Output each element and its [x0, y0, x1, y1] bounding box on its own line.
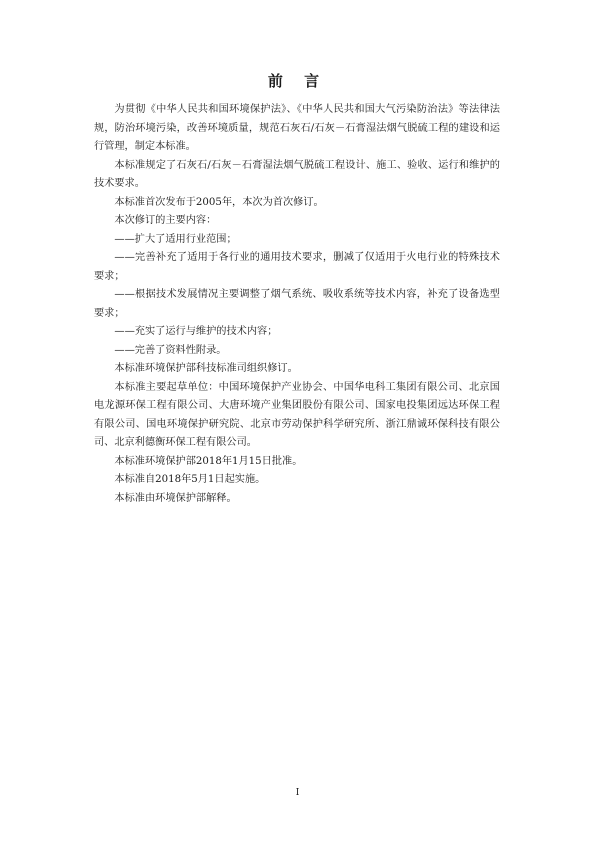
revision-item: ——根据技术发展情况主要调整了烟气系统、吸收系统等技术内容，补充了设备选型要求；	[94, 289, 500, 319]
revision-item: ——完善了资料性附录。	[114, 344, 227, 356]
paragraph-interpretation: 本标准由环境保护部解释。	[114, 492, 237, 504]
revision-item: ——扩大了适用行业范围；	[114, 233, 237, 245]
paragraph-organizer: 本标准环境保护部科技标准司组织修订。	[114, 363, 298, 374]
paragraph-revision-intro: 本次修订的主要内容：	[114, 215, 217, 226]
paragraph-scope: 本标准规定了石灰石/石灰－石膏湿法烟气脱硫工程设计、施工、验收、运行和维护的技术要求。	[94, 159, 500, 189]
paragraph-effective-date: 本标准自2018年5月1日起实施。	[114, 474, 266, 485]
page-title: 前 言	[267, 72, 328, 90]
revision-item: ——完善补充了适用于各行业的通用技术要求，删减了仅适用于火电行业的特殊技术要求；	[94, 252, 500, 282]
paragraph-drafting-units: 本标准主要起草单位：中国环境保护产业协会、中国华电科工集团有限公司、北京国电龙源环保工程有限公司、大唐环境产业集团股份有限公司、国家电投集团远达环保工程有限公司、国电环境保护研究院、北京市劳动保护科学研究所、浙江鼎诚环保科技有限公司、北京利德衡环保工程有限公司。	[94, 381, 500, 448]
foreword-body	[94, 101, 500, 508]
paragraph-purpose: 为贯彻《中华人民共和国环境保护法》、《中华人民共和国大气污染防治法》等法律法规，防治环境污染，改善环境质量，规范石灰石/石灰－石膏湿法烟气脱硫工程的建设和运行管理，制定本标准。	[94, 104, 500, 152]
page-number: I	[295, 788, 300, 798]
paragraph-approval-date: 本标准环境保护部2018年1月15日批准。	[114, 455, 303, 467]
paragraph-first-release: 本标准首次发布于2005年，本次为首次修订。	[114, 196, 324, 208]
revision-item: ——充实了运行与维护的技术内容；	[114, 326, 278, 337]
